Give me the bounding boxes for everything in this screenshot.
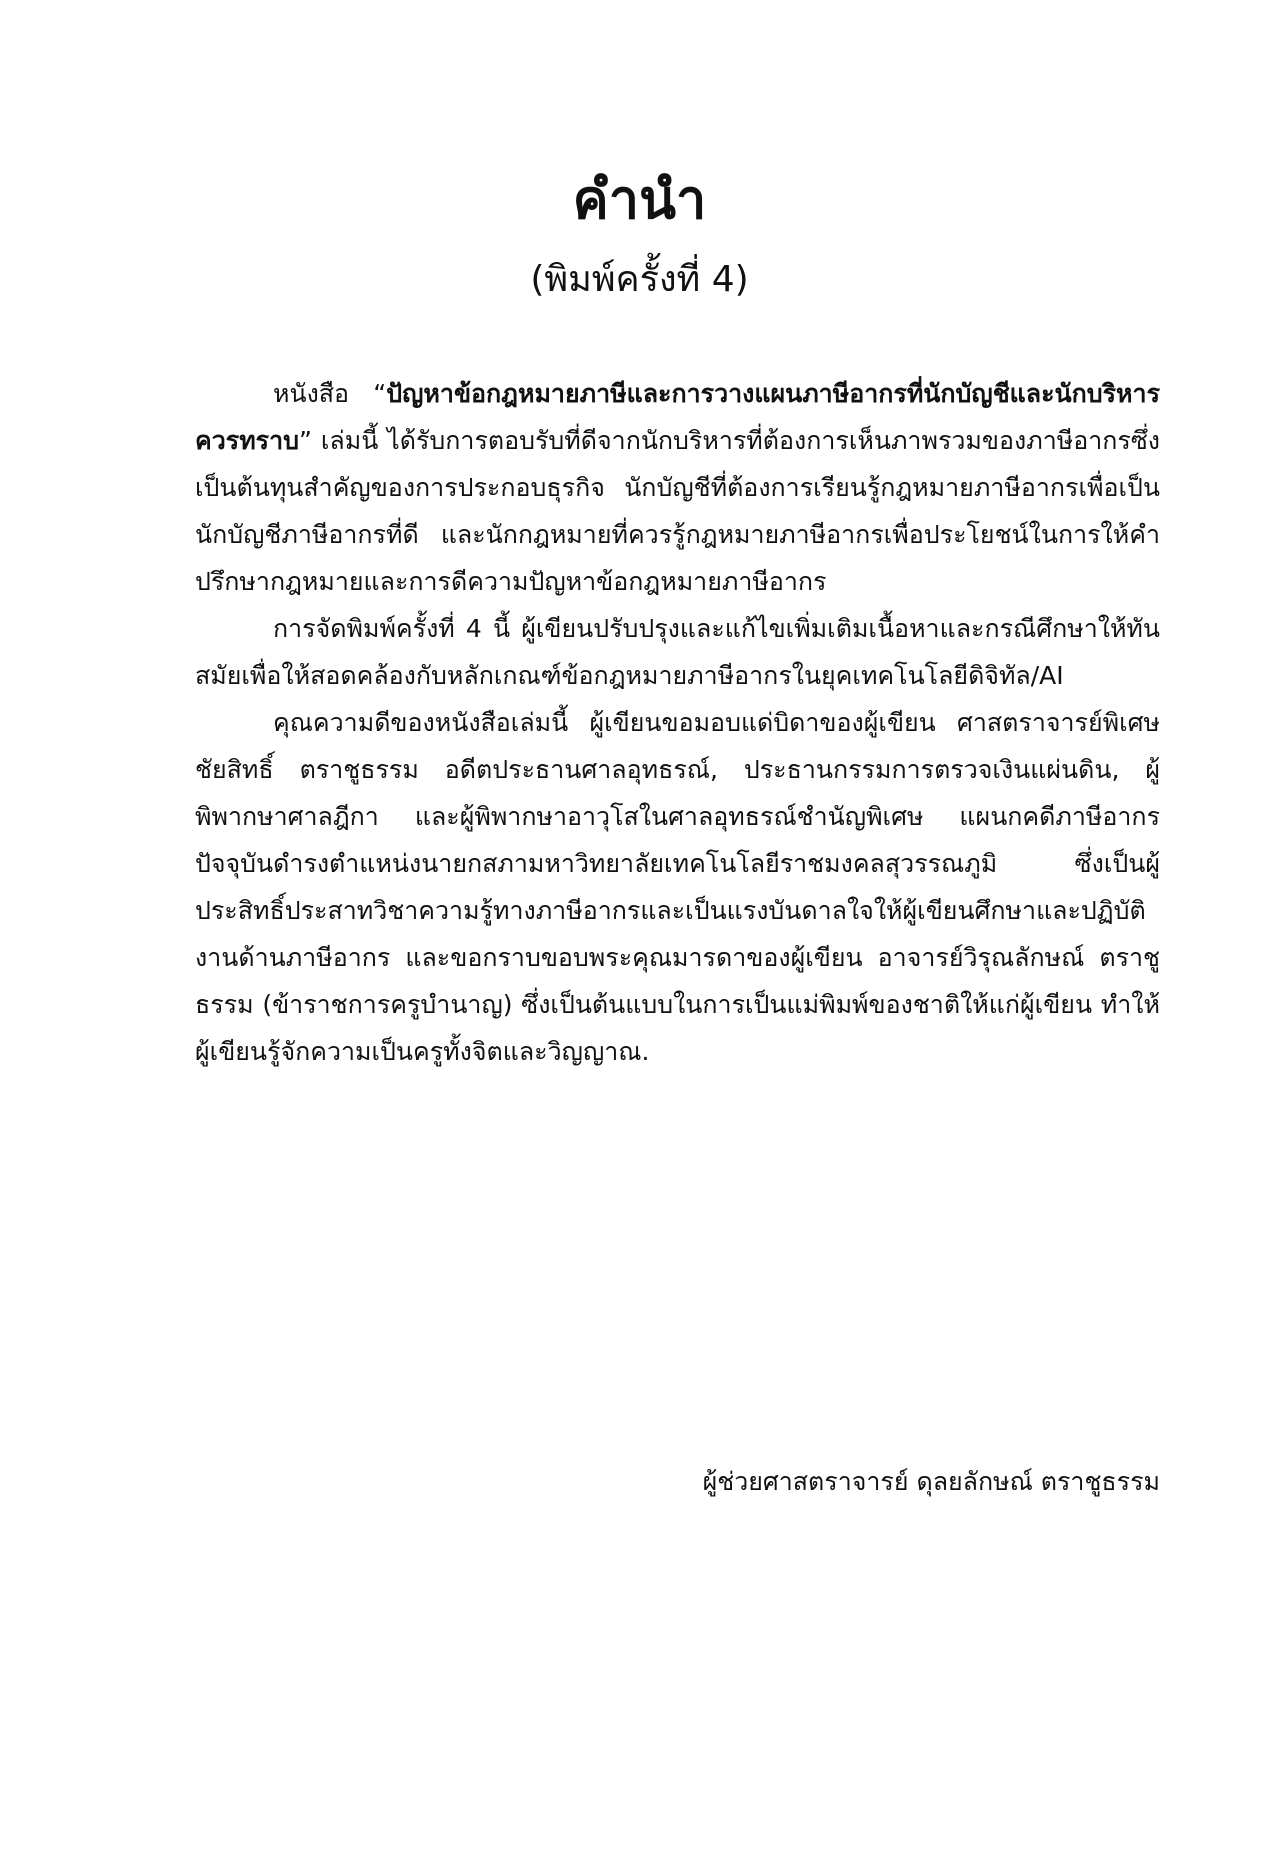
- paragraph-dedication: คุณความดีของหนังสือเล่มนี้ ผู้เขียนขอมอบแด่บิดาของผู้เขียน ศาสตราจารย์พิเศษ ชัยสิทธิ์ ตราชูธรรม อดีตประธานศาลอุทธรณ์, ประธานกรรมการตรวจเงินแผ่นดิน, ผู้พิพากษาศาลฎีกา และผู้พิพากษาอาวุโสในศาลอุทธรณ์ชำนัญพิเศษ แผนกคดีภาษีอากร ปัจจุบันดำรงตำแหน่งนายกสภามหาวิทยาลัยเทคโนโลยีราชมงคลสุวรรณภูมิ ซึ่งเป็นผู้ประสิทธิ์ประสาทวิชาความรู้ทางภาษีอากรและเป็นแรงบันดาลใจให้ผู้เขียนศึกษาและปฏิบัติงานด้านภาษีอากร และขอกราบขอบพระคุณมารดาของผู้เขียน อาจารย์วิรุณลักษณ์ ตราชูธรรม (ข้าราชการครูบำนาญ) ซึ่งเป็นต้นแบบในการเป็นแม่พิมพ์ของชาติให้แก่ผู้เขียน ทำให้ผู้เขียนรู้จักความเป็นครูทั้งจิตและวิญญาณ.: [195, 708, 1160, 1066]
- paragraph-intro-lead: หนังสือ “: [273, 379, 387, 408]
- paragraph-fourth-edition: การจัดพิมพ์ครั้งที่ 4 นี้ ผู้เขียนปรับปรุงและแก้ไขเพิ่มเติมเนื้อหาและกรณีศึกษาให้ทันสมัยเพื่อให้สอดคล้องกับหลักเกณฑ์ข้อกฎหมายภาษีอากรในยุคเทคโนโลยีดิจิทัล/AI: [195, 614, 1160, 690]
- page-subtitle: (พิมพ์ครั้งที่ 4): [530, 259, 749, 300]
- page-title: คำนำ: [572, 168, 707, 231]
- author-signature: ผู้ช่วยศาสตราจารย์ ดุลยลักษณ์ ตราชูธรรม: [702, 1467, 1160, 1496]
- preface-body: [195, 370, 1160, 1075]
- paragraph-intro-rest: ” เล่มนี้ ได้รับการตอบรับที่ดีจากนักบริหารที่ต้องการเห็นภาพรวมของภาษีอากรซึ่งเป็นต้นทุนสำคัญของการประกอบธุรกิจ นักบัญชีที่ต้องการเรียนรู้กฎหมายภาษีอากรเพื่อเป็นนักบัญชีภาษีอากรที่ดี และนักกฎหมายที่ควรรู้กฎหมายภาษีอากรเพื่อประโยชน์ในการให้คำปรึกษากฎหมายและการดีความปัญหาข้อกฎหมายภาษีอากร: [195, 426, 1160, 596]
- paragraph-intro: [195, 370, 1160, 605]
- book-title: ปัญหาข้อกฎหมายภาษีและการวางแผนภาษีอากรที่นักบัญชีและนักบริหารควรทราบ: [195, 379, 1160, 455]
